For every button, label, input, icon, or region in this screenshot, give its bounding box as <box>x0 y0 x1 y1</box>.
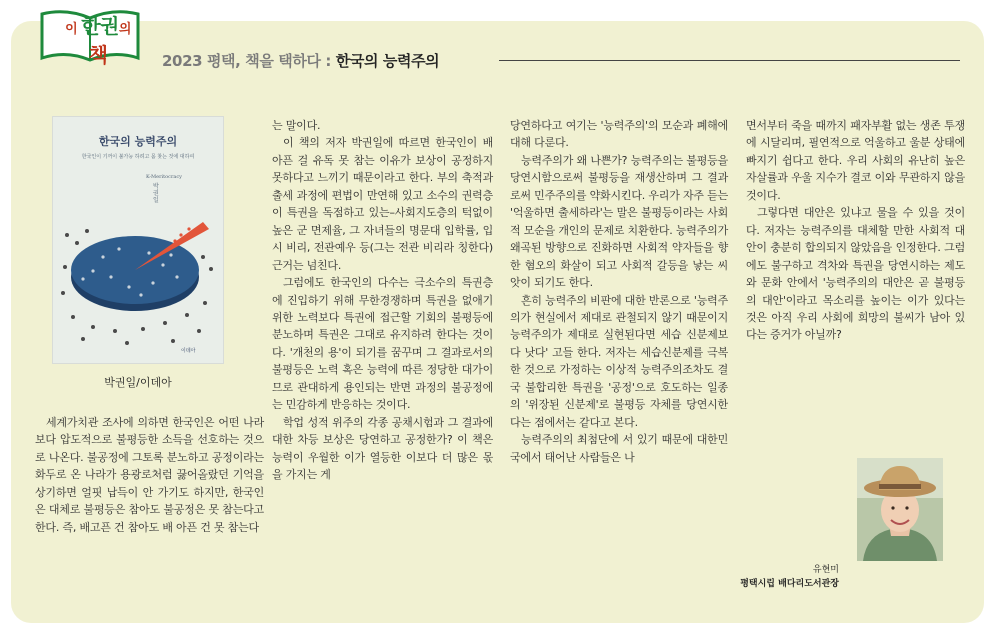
logo-middle: 의 <box>118 22 131 37</box>
reviewer-name: 유현미 <box>812 565 839 575</box>
series-title: 2023 평택, 책을 택하다 : <box>162 52 336 70</box>
cover-publisher: 이데아 <box>181 348 196 354</box>
article-paragraph: 당연하다고 여기는 '능력주의'의 모순과 폐해에 대해 다룬다. <box>510 119 728 150</box>
article-column-1 <box>35 414 264 536</box>
logo-highlight: 한권 <box>81 14 119 38</box>
header-divider <box>499 60 960 61</box>
article-paragraph: 흔히 능력주의 비판에 대한 반론으로 '능력주의가 현실에서 제대로 관철되지 않기 때문이지 능력주의가 제대로 실현된다면 세습 신분제보다 낫다' 고들 한다. 저자는 세습신분제를 극복한 것으로 가정하는 이상적 능력주의조차도 결국 불합리한 특권을 '공정'으로 호도하는 일종의 '위장된 신분제'로 불평등 자체를 당연시한다는 점에서는 같다고 본다. <box>510 293 728 429</box>
page-title <box>162 50 439 71</box>
cover-illustration <box>53 117 223 363</box>
article-paragraph: 그렇다면 대안은 있냐고 물을 수 있을 것이다. 저자는 능력주의를 대체할 만한 사회적 대안이 충분히 합의되지 않았음을 인정한다. 그럼에도 불구하고 격차와 특권을 당연시하는 제도와 문화 안에서 '능력주의의 대안은 곧 불평등의 대안'이라고 목소리를 높이는 이가 있다는 것은 아직 우리 사회에 희망의 불씨가 남아 있다는 증거가 아닐까? <box>746 206 965 342</box>
article-paragraph: 그럼에도 한국인의 다수는 극소수의 특권층에 진입하기 위해 무한경쟁하며 특권을 없애기 위한 노력보다 특권에 접근할 기회의 불평등에 분노하며 특권은 그대로 유지하려 한다는 것이다. '개천의 용'이 되기를 꿈꾸며 그 결과로서의 불평등은 노력 혹은 능력에 따른 정당한 대가이므로 관대하게 용인되는 반면 과정의 불공정에는 민감하게 반응하는 것이다. <box>272 276 493 412</box>
article-paragraph: 능력주의의 최첨단에 서 있기 때문에 대한민국에서 태어난 사람들은 나 <box>510 433 728 464</box>
section-logo <box>58 10 138 68</box>
article-column-4 <box>746 117 965 344</box>
article-paragraph: 이 책의 저자 박권일에 따르면 한국인이 배 아픈 걸 유독 못 참는 이유가 보상이 공정하지 못하다고 느끼기 때문이라고 한다. 부의 축적과 출세 과정에 편법이 만연해 있고 소수의 권력층이 특권을 독점하고 있는–사회지도층의 턱없이 높은 군 면제율, 그 자녀들의 명문대 입학률, 입시 비리, 전관예우 등(그는 전관 비리라 칭한다) 근거는 넘친다. <box>272 136 493 272</box>
reviewer-affiliation: 평택시립 배다리도서관장 <box>740 579 839 589</box>
article-column-2 <box>272 117 493 484</box>
book-title-heading: 한국의 능력주의 <box>335 52 440 70</box>
logo-book: 책 <box>88 43 108 67</box>
article-paragraph: 는 말이다. <box>272 119 321 132</box>
cover-author: 박권일 <box>153 183 159 204</box>
book-caption: 박권일/이데아 <box>104 376 172 389</box>
logo-prefix: 이 <box>65 22 78 37</box>
book-cover <box>53 117 223 363</box>
cover-title: 한국의 능력주의 <box>98 135 178 148</box>
article-paragraph: 면서부터 죽을 때까지 패자부활 없는 생존 투쟁에 시달리며, 필연적으로 억울하고 울분 상태에 빠지기 쉽다고 한다. 우리 사회의 유난히 높은 자살률과 우울 지수가 결코 이와 무관하지 않을 것이다. <box>746 119 965 202</box>
article-paragraph: 세계가치관 조사에 의하면 한국인은 어떤 나라보다 압도적으로 불평등한 소득을 선호하는 것으로 나온다. 불공정에 그토록 분노하고 공정이라는 화두로 온 나라가 용광로처럼 끓어올랐던 기억을 상기하면 얼핏 납득이 안 가기도 하지만, 한국인은 대체로 불평등은 참아도 불공정은 못 참는다고 한다. 즉, 배고픈 건 참아도 배 아픈 건 못 참는다 <box>35 416 264 534</box>
reviewer-credit <box>740 563 839 591</box>
article-paragraph: 학업 성적 위주의 각종 공채시험과 그 결과에 대한 차등 보상은 당연하고 공정한가? 이 책은 능력이 우월한 이가 열등한 이보다 더 많은 몫을 가지는 게 <box>272 415 493 482</box>
cover-badge: K-Meritocracy <box>146 174 182 180</box>
article-column-3 <box>510 117 728 466</box>
reviewer-photo <box>857 458 943 561</box>
cover-subtitle: 한국인이 기꺼이 불가능 하려고 몸 찾는 것에 대하여 <box>81 154 195 160</box>
article-paragraph: 능력주의가 왜 나쁜가? 능력주의는 불평등을 당연시함으로써 불평등을 재생산하며 그 결과로써 민주주의를 약화시킨다. 우리가 자주 듣는 '억울하면 출세하라'는 말은 불평등이라는 사회적 모순을 개인의 문제로 치환한다. 능력주의가 왜곡된 방향으로 진화하면 사회적 약자들을 향한 혐오의 화살이 되고 사회적 갈등을 낳는 씨앗이 되기도 한다. <box>510 153 728 290</box>
